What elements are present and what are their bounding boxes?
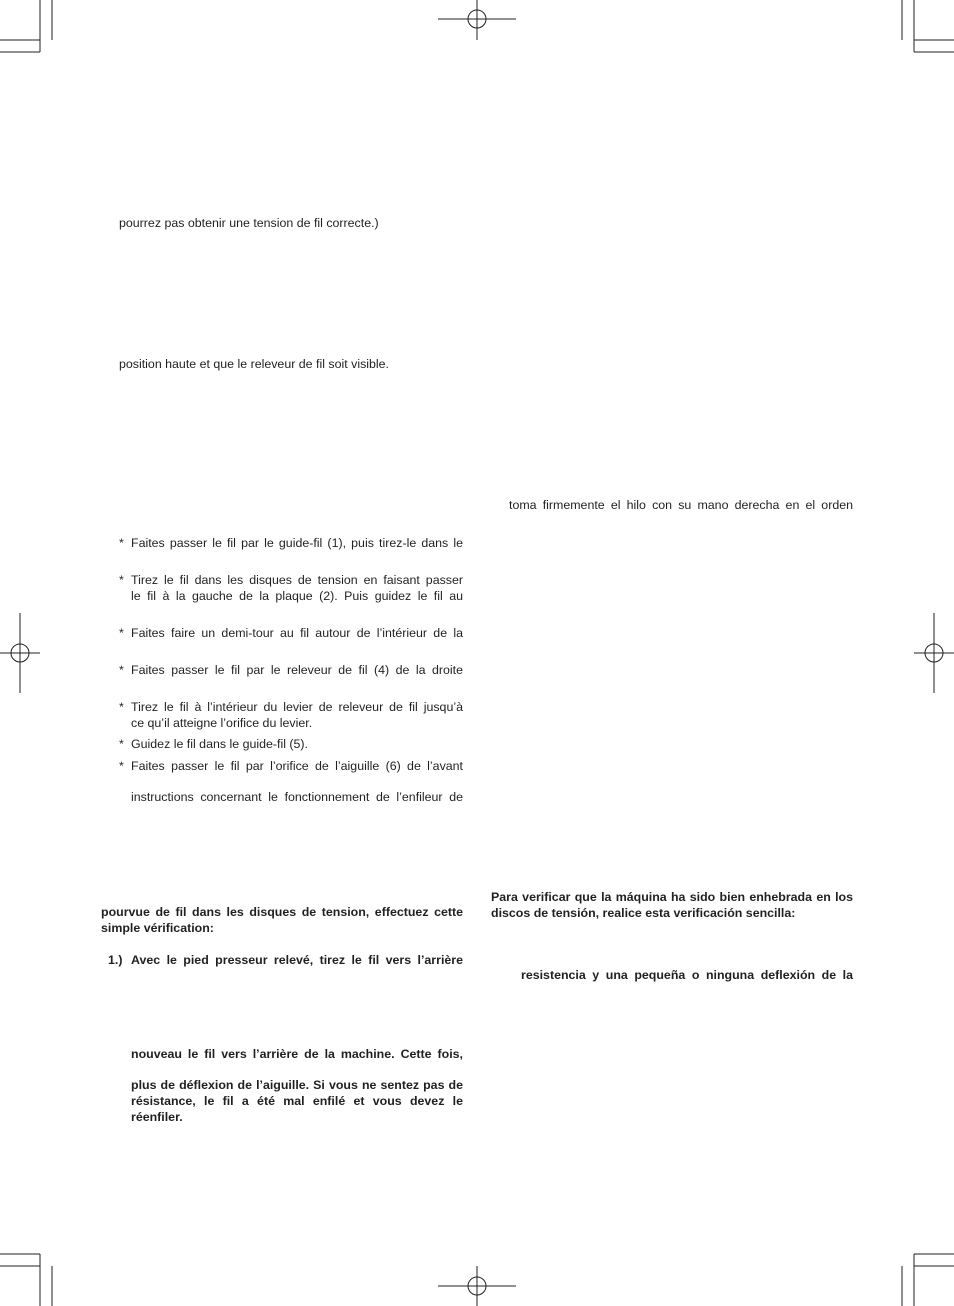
bullet-2-line-1: Tirez le fil dans les disques de tension en faisant passer (131, 573, 463, 587)
bullet-marker: * (119, 759, 124, 773)
bullet-marker: * (119, 573, 124, 587)
bullet-marker: * (119, 536, 124, 550)
step-1-text: Avec le pied presseur relevé, tirez le fil vers l’arrière (131, 953, 463, 967)
verify-intro-fr: pourvue de fil dans les disques de tension, effectuez cette simple vérification: (101, 905, 463, 935)
verify-intro-es: Para verificar que la máquina ha sido bien enhebrada en los discos de tensión, realice esta verificación sencilla: (491, 890, 853, 920)
step-again-text: nouveau le fil vers l’arrière de la machine. Cette fois, (131, 1047, 463, 1061)
text-resistencia: resistencia y una pequeña o ninguna deflexión de la (521, 968, 853, 982)
bullet-marker: * (119, 626, 124, 640)
text-enfileur-instructions: instructions concernant le fonctionnement de l’enfileur de (131, 790, 463, 804)
step-deflexion-text: plus de déflexion de l’aiguille. Si vous ne sentez pas de résistance, le fil a été mal enfilé et vous devez le réenfiler. (131, 1078, 463, 1124)
bullet-5-line-2: ce qu’il atteigne l’orifice du levier. (131, 716, 313, 730)
text-toma-hilo: toma firmemente el hilo con su mano derecha en el orden (509, 498, 853, 512)
bullet-3-line-1: Faites faire un demi-tour au fil autour de l’intérieur de la (131, 626, 463, 640)
bullet-marker: * (119, 737, 124, 751)
bullet-4-line-1: Faites passer le fil par le releveur de fil (4) de la droite (131, 663, 463, 677)
bullet-2-line-2: le fil à la gauche de la plaque (2). Puis guidez le fil au (131, 589, 463, 603)
text-position-note: position haute et que le releveur de fil soit visible. (119, 357, 389, 371)
bullet-marker: * (119, 700, 124, 714)
bullet-6-line-1: Guidez le fil dans le guide-fil (5). (131, 737, 308, 751)
bullet-7-line-1: Faites passer le fil par l’orifice de l’aiguille (6) de l’avant (131, 759, 463, 773)
bullet-marker: * (119, 663, 124, 677)
step-1-number: 1.) (108, 953, 123, 967)
text-tension-note: pourrez pas obtenir une tension de fil correcte.) (119, 216, 379, 230)
bullet-5-line-1: Tirez le fil à l’intérieur du levier de releveur de fil jusqu’à (131, 700, 463, 714)
bullet-1-line-1: Faites passer le fil par le guide-fil (1), puis tirez-le dans le (131, 536, 463, 550)
